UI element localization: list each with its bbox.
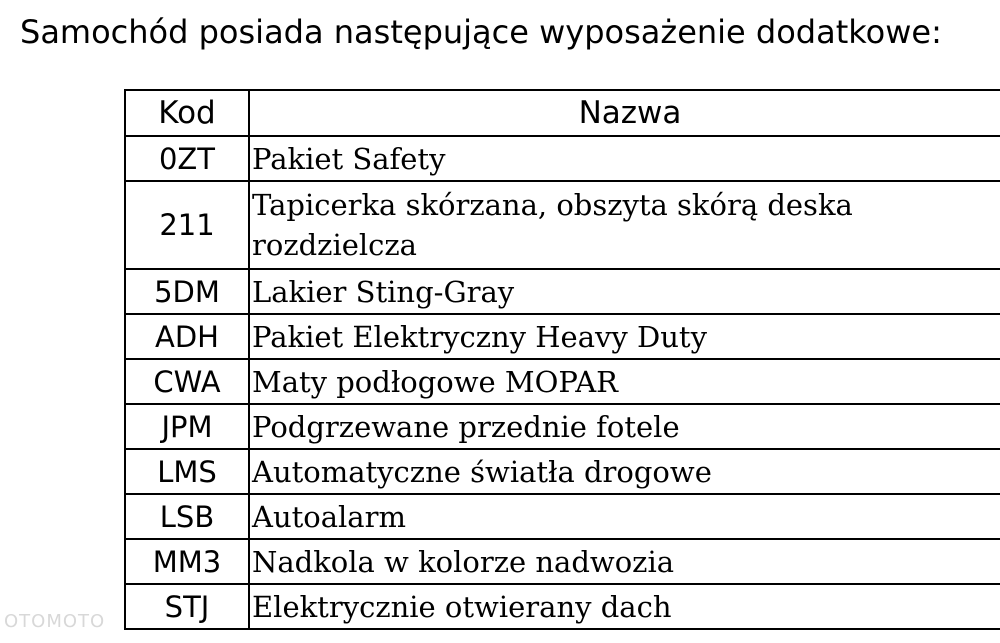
table-row xyxy=(125,269,1000,314)
table-header-row xyxy=(125,90,1000,136)
row-nazwa: Autoalarm xyxy=(249,494,1000,539)
row-kod: ADH xyxy=(125,314,249,359)
watermark: OTOMOTO xyxy=(4,611,106,632)
table-row xyxy=(125,136,1000,181)
row-kod: STJ xyxy=(125,584,249,629)
row-nazwa: Nadkola w kolorze nadwozia xyxy=(249,539,1000,584)
row-nazwa: Tapicerka skórzana, obszyta skórą deska rozdzielcza xyxy=(249,181,1000,269)
row-kod: CWA xyxy=(125,359,249,404)
header-nazwa: Nazwa xyxy=(249,90,1000,136)
table-row xyxy=(125,494,1000,539)
row-nazwa: Maty podłogowe MOPAR xyxy=(249,359,1000,404)
row-nazwa: Lakier Sting-Gray xyxy=(249,269,1000,314)
header-kod: Kod xyxy=(125,90,249,136)
row-kod: LMS xyxy=(125,449,249,494)
row-nazwa: Pakiet Elektryczny Heavy Duty xyxy=(249,314,1000,359)
table-row xyxy=(125,359,1000,404)
table-row xyxy=(125,181,1000,269)
table-row xyxy=(125,584,1000,629)
row-nazwa: Automatyczne światła drogowe xyxy=(249,449,1000,494)
row-kod: LSB xyxy=(125,494,249,539)
row-kod: 5DM xyxy=(125,269,249,314)
row-kod: MM3 xyxy=(125,539,249,584)
row-kod: JPM xyxy=(125,404,249,449)
row-nazwa: Pakiet Safety xyxy=(249,136,1000,181)
row-nazwa: Podgrzewane przednie fotele xyxy=(249,404,1000,449)
table-row xyxy=(125,449,1000,494)
row-nazwa: Elektrycznie otwierany dach xyxy=(249,584,1000,629)
equipment-table xyxy=(124,89,1000,630)
page-heading: Samochód posiada następujące wyposażenie dodatkowe: xyxy=(20,13,942,51)
row-kod: 0ZT xyxy=(125,136,249,181)
table-row xyxy=(125,404,1000,449)
table-row xyxy=(125,539,1000,584)
table-row xyxy=(125,314,1000,359)
row-kod: 211 xyxy=(125,181,249,269)
